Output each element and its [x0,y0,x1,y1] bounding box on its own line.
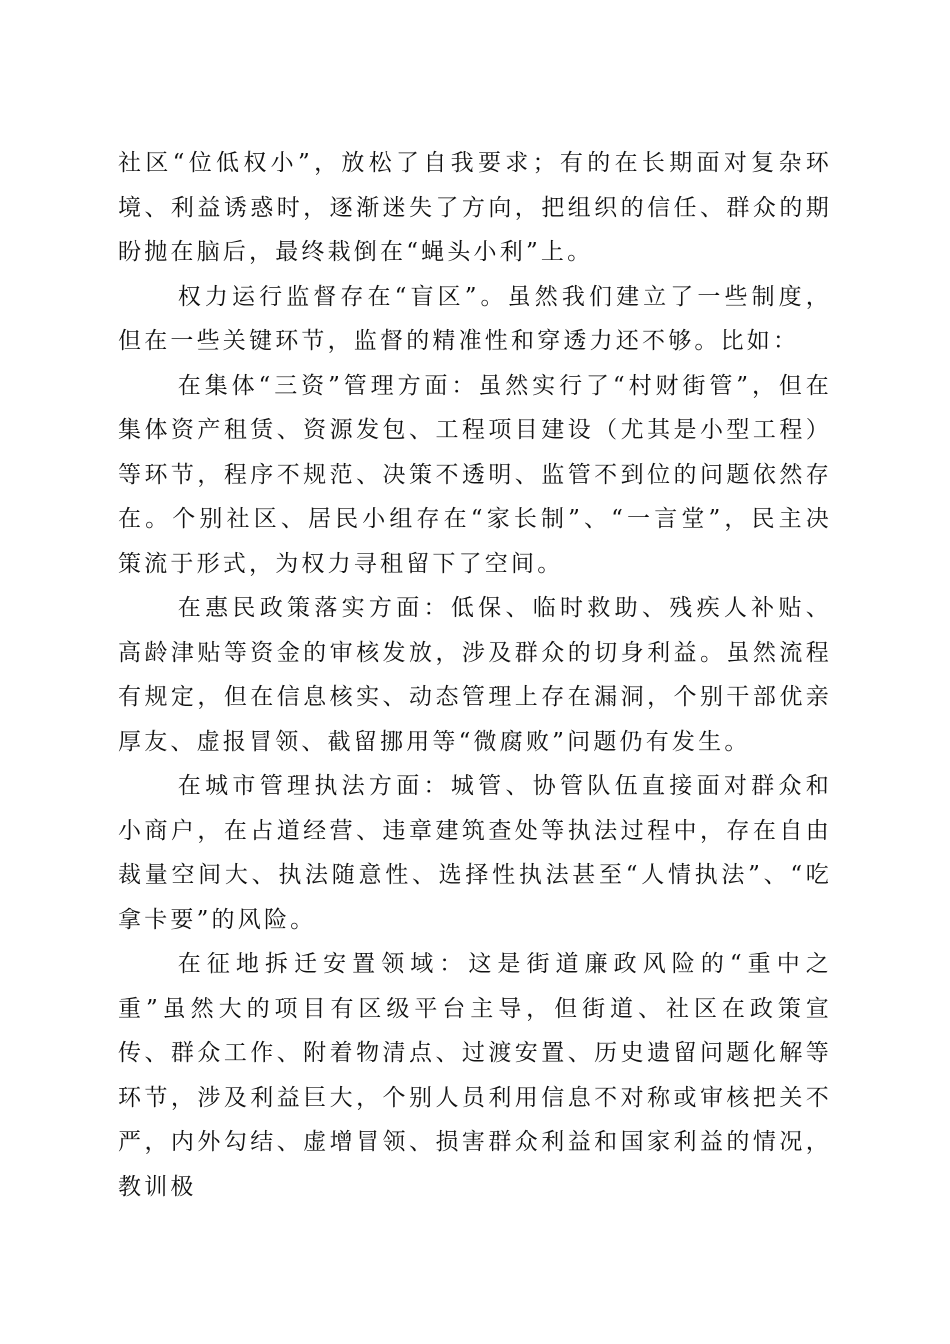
paragraph-collective-assets: 在集体“三资”管理方面：虽然实行了“村财街管”，但在集体资产租赁、资源发包、工程项目建设（尤其是小型工程）等环节，程序不规范、决策不透明、监管不到位的问题依然存在。个别社区、居民小组存在“家长制”、“一言堂”，民主决策流于形式，为权力寻租留下了空间。 [118,372,832,577]
paragraph-continuation: 社区“位低权小”，放松了自我要求；有的在长期面对复杂环境、利益诱惑时，逐渐迷失了方向，把组织的信任、群众的期盼抛在脑后，最终栽倒在“蝇头小利”上。 [118,150,832,265]
paragraph-land-demolition: 在征地拆迁安置领域：这是街道廉政风险的“重中之重”虽然大的项目有区级平台主导，但街道、社区在政策宣传、群众工作、附着物清点、过渡安置、历史遗留问题化解等环节，涉及利益巨大，个别人员利用信息不对称或审核把关不严，内外勾结、虚增冒领、损害群众利益和国家利益的情况，教训极 [118,951,832,1200]
paragraph-supervision-blind-spot: 权力运行监督存在“盲区”。虽然我们建立了一些制度，但在一些关键环节，监督的精准性和穿透力还不够。比如： [118,283,832,354]
document-body [118,141,832,1209]
paragraph-welfare-policy: 在惠民政策落实方面：低保、临时救助、残疾人补贴、高龄津贴等资金的审核发放，涉及群众的切身利益。虽然流程有规定，但在信息核实、动态管理上存在漏洞，个别干部优亲厚友、虚报冒领、截留挪用等“微腐败”问题仍有发生。 [118,595,832,755]
paragraph-urban-enforcement: 在城市管理执法方面：城管、协管队伍直接面对群众和小商户，在占道经营、违章建筑查处等执法过程中，存在自由裁量空间大、执法随意性、选择性执法甚至“人情执法”、“吃拿卡要”的风险。 [118,773,832,933]
